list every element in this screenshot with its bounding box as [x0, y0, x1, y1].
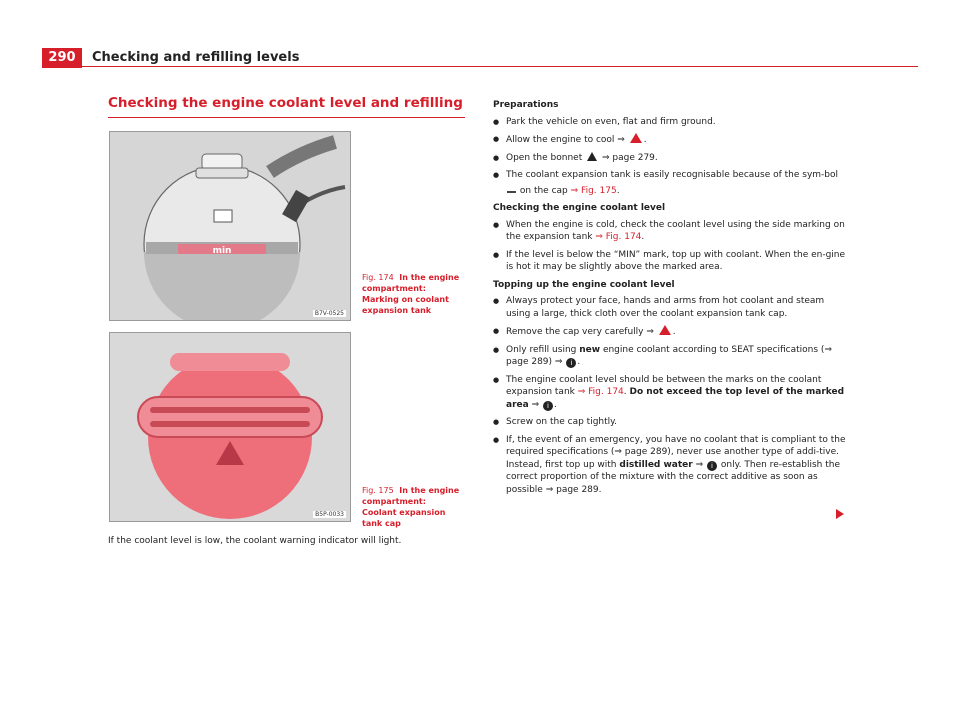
figure-caption-text: In the engine compartment: Coolant expansion tank cap: [362, 486, 460, 528]
tank-cap-illustration: [110, 333, 350, 521]
figure-tank-cap: [109, 332, 351, 522]
figure-link[interactable]: ⇒ Fig. 175: [570, 185, 617, 196]
list-item: ● The coolant expansion tank is easily recognisable because of the sym-bol on the cap ⇒ Fig. 175.: [493, 169, 848, 197]
list-item: ● Screw on the cap tightly.: [493, 416, 848, 429]
expansion-tank-illustration: [110, 132, 350, 320]
warning-icon: [659, 325, 671, 335]
list-item: ● Allow the engine to cool ⇒ .: [493, 133, 848, 147]
figure-link[interactable]: ⇒ Fig. 174: [577, 387, 624, 397]
figure-caption: [362, 485, 462, 529]
figure-label: Fig. 174: [362, 273, 394, 282]
figure-caption-text: In the engine compartment: Marking on coolant expansion tank: [362, 273, 460, 315]
instructions-column: [493, 99, 848, 501]
page-number: 290: [42, 48, 82, 68]
section-rule: [108, 117, 465, 118]
heading-preparations: Preparations: [493, 100, 559, 110]
info-icon: i: [566, 358, 576, 368]
coolant-symbol-icon: [507, 182, 516, 193]
figure-link[interactable]: ⇒ Fig. 174: [595, 232, 642, 242]
section-title: Checking the engine coolant level and refilling: [108, 95, 463, 111]
heading-checking: Checking the engine coolant level: [493, 203, 666, 213]
figure-caption: [362, 272, 462, 316]
warning-icon: [587, 152, 597, 161]
list-item: ● Always protect your face, hands and arms from hot coolant and steam using a large, thick cloth over the coolant expansion tank cap.: [493, 295, 848, 320]
min-mark-text: min: [212, 246, 232, 256]
list-item: ● The engine coolant level should be between the marks on the coolant expansion tank ⇒ Fig. 174. Do not exceed the top level of the marked area ⇒ i .: [493, 374, 848, 412]
list-item: ● When the engine is cold, check the coolant level using the side marking on the expansion tank ⇒ Fig. 174.: [493, 219, 848, 244]
list-item: ● Only refill using new engine coolant according to SEAT specifications (⇒ page 289) ⇒ i .: [493, 344, 848, 369]
figure-code: B5P-0033: [315, 511, 344, 518]
info-icon: i: [707, 461, 717, 471]
list-item: ● Open the bonnet ⇒ page 279.: [493, 152, 848, 165]
list-item: ● If the level is below the “MIN” mark, top up with coolant. When the en-gine is hot it may be slightly above the marked area.: [493, 249, 848, 274]
list-item: ● Remove the cap very carefully ⇒ .: [493, 325, 848, 339]
continue-arrow-icon: [836, 509, 844, 519]
figure-code: B7V-0525: [314, 310, 344, 317]
figure-label: Fig. 175: [362, 486, 394, 495]
warning-icon: [630, 133, 642, 143]
body-text: If the coolant level is low, the coolant warning indicator will light.: [108, 536, 402, 546]
header-rule: [82, 66, 918, 67]
heading-topping-up: Topping up the engine coolant level: [493, 279, 675, 290]
list-item: ● Park the vehicle on even, flat and firm ground.: [493, 116, 848, 129]
header-title: Checking and refilling levels: [92, 50, 300, 65]
info-icon: i: [543, 401, 553, 411]
list-item: ● If, the event of an emergency, you have no coolant that is compliant to the required specifications (⇒ page 289), never use another type of addi-tive. Instead, first top up with distilled water ⇒ i only. Then re-establish the correct proportion of the mixture with the correct additive as soon as possible ⇒ page 289.: [493, 434, 848, 497]
figure-expansion-tank: [109, 131, 351, 321]
